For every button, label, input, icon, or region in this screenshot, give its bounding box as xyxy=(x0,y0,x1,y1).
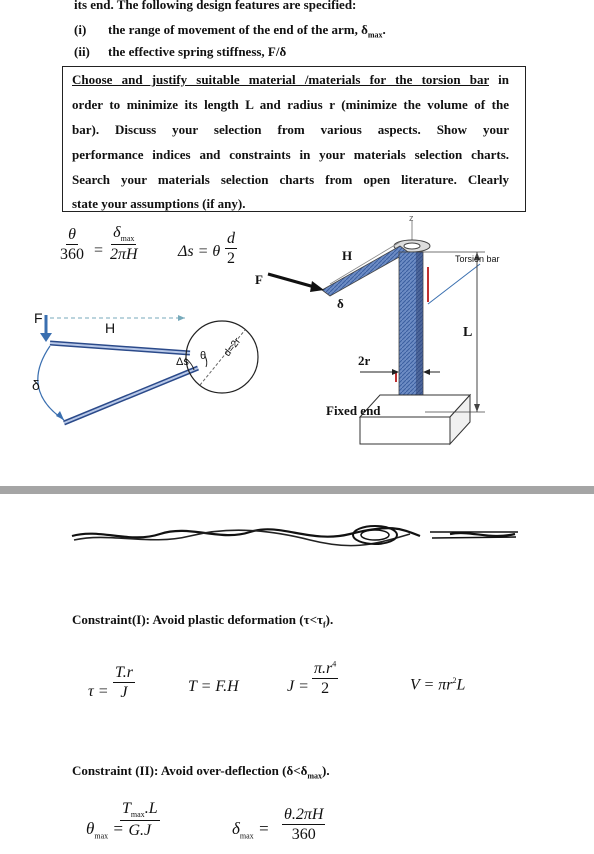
page-separator xyxy=(0,486,594,494)
torque-equation: T = F.H xyxy=(188,678,239,695)
diameter-label: d=2r xyxy=(222,336,244,359)
intro-line: its end. The following design features are specified: xyxy=(74,0,357,12)
task-line-6: state your assumptions (if any). xyxy=(72,196,246,211)
delta-max-fraction: $\frac{\theta.2\pi H}{360}$ xyxy=(284,806,324,843)
task-line-4: performance indices and constraints in your materials selection charts. xyxy=(72,147,509,162)
delta-label-right: δ xyxy=(337,296,344,311)
d-over-2: $\frac{d}{2}$ xyxy=(227,230,235,267)
torsion-bar-label: Torsion bar xyxy=(455,254,500,264)
force-label-right: F xyxy=(255,272,263,287)
constraint-1-heading: Constraint(I): Avoid plastic deformation $(\tau<\tau_f)$. xyxy=(72,612,334,630)
fixed-end-label: Fixed end xyxy=(326,403,381,418)
constraint-2-heading: Constraint (II): Avoid over-deflection $(\delta<\delta_{max})$. xyxy=(72,763,330,781)
task-line-2: order to minimize its length L and radius r (minimize the volume of the xyxy=(72,97,509,112)
ds-formula-lhs: Δs = θ xyxy=(178,243,221,260)
task-line-3: bar). Discuss your selection from various aspects. Show your xyxy=(72,122,509,137)
item-ii-text: the effective spring stiffness, F/δ xyxy=(108,44,287,59)
force-label-left: F xyxy=(34,310,43,326)
delta-over-2piH: $\delta_{max}$ 2πH xyxy=(110,224,138,263)
torsion-bar-diagram xyxy=(250,212,594,452)
theta-max-lhs: $\theta_{max}$ = xyxy=(86,819,124,841)
equals-1: = xyxy=(94,242,104,259)
theta-max-fraction: $T_{max}.L$ G.J xyxy=(122,800,158,839)
item-i-num: (i) xyxy=(74,22,87,37)
delta-max-lhs: $\delta_{max}$ = xyxy=(232,819,270,841)
tau-fraction: $\frac{T.r}{J}$ xyxy=(115,664,133,701)
polar-moment-fraction: $\frac{\pi.r^4}{2}$ xyxy=(314,659,337,697)
tau-lhs: τ = xyxy=(88,683,109,700)
task-line-1: Choose and justify suitable material /materials for the torsion bar in xyxy=(72,72,509,87)
item-i-text: the range of movement of the end of the arm, $\delta_{max}$. xyxy=(108,22,386,40)
length-label-left: H xyxy=(105,320,116,336)
volume-equation: $V = \pi r^2L$ xyxy=(410,676,466,694)
task-line-5: Search your materials selection charts from open literature. Clearly xyxy=(72,172,509,187)
polar-moment-lhs: J = xyxy=(287,678,309,695)
z-axis-label: z xyxy=(409,213,414,223)
diameter-2r-label: 2r xyxy=(358,353,371,368)
item-ii-num: (ii) xyxy=(74,44,90,59)
theta-label: θ xyxy=(200,350,207,362)
ds-label: Δs xyxy=(176,356,189,368)
scribbled-text xyxy=(70,522,520,550)
theta-over-360: $\frac{\theta}{360}$ xyxy=(60,226,84,263)
delta-label-left: δ xyxy=(32,377,40,393)
bar-length-label: L xyxy=(463,325,473,340)
length-label-right: H xyxy=(342,248,353,263)
